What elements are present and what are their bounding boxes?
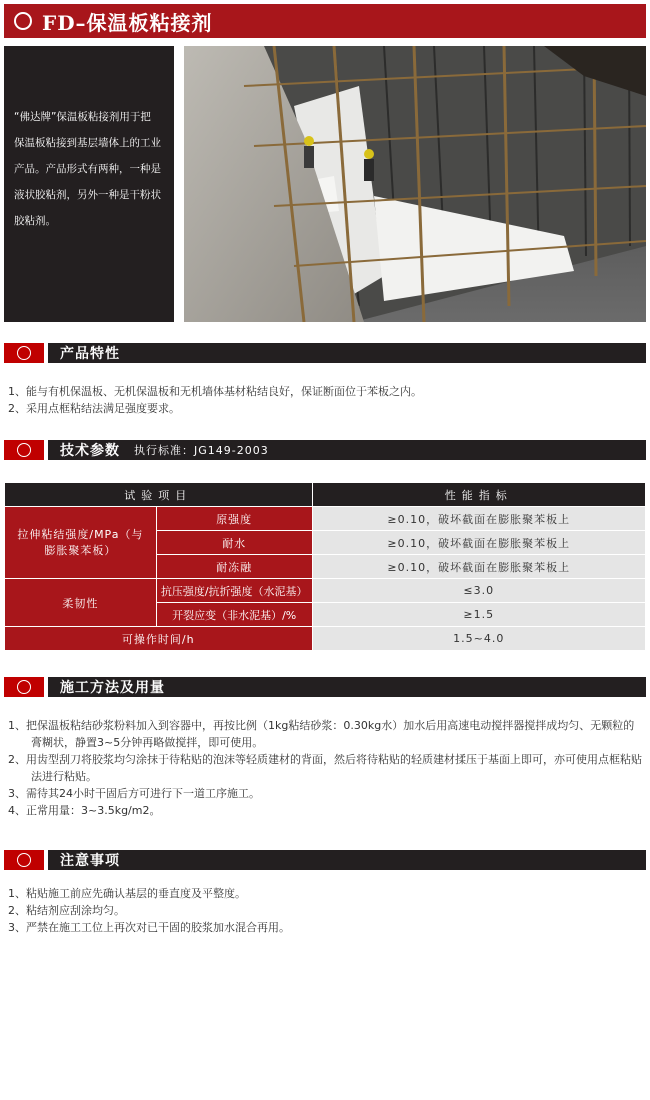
list-item: 2、用齿型刮刀将胶浆均匀涂抹于待粘贴的泡沫等轻质建材的背面，然后将待粘贴的轻质建材揉压于基面上即可，亦可使用点框粘贴法进行粘贴。 [8,753,642,783]
circle-icon [14,12,32,30]
section-title: 技术参数 [60,443,120,459]
title-bar [4,4,646,38]
table-cell-value: ≤3.0 [312,579,645,603]
table-cell-item: 可操作时间/h [5,627,313,651]
intro-text [14,104,168,234]
section-tab [4,343,44,363]
features-list [8,383,644,417]
table-group-label: 柔韧性 [5,579,157,627]
list-item: 3、严禁在施工工位上再次对已干固的胶浆加水混合再用。 [8,921,290,934]
list-item: 3、需待其24小时干固后方可进行下一道工序施工。 [8,787,260,800]
table-header: 性能指标 [312,483,645,507]
section-title: 施工方法及用量 [60,680,165,696]
section-header-notes [4,850,646,870]
table-cell-value: ≥1.5 [312,603,645,627]
section-title: 产品特性 [60,346,120,362]
section-title: 注意事项 [60,853,120,869]
table-row [5,627,646,651]
intro-line: 胶粘剂。 [14,215,56,227]
section-tab [4,440,44,460]
circle-icon [17,443,31,457]
construction-photo [184,46,646,322]
table-cell-item: 开裂应变（非水泥基）/% [156,603,312,627]
construction-photo-image [184,46,646,322]
table-cell-item: 原强度 [156,507,312,531]
notes-list [8,885,644,936]
table-cell-item: 耐水 [156,531,312,555]
table-header: 试验项目 [5,483,313,507]
method-list [8,717,644,819]
section-tab [4,850,44,870]
table-cell-value: ≥0.10，破坏截面在膨胀聚苯板上 [312,555,645,579]
section-tab [4,677,44,697]
section-header-method [4,677,646,697]
section-header-tech [4,440,646,460]
circle-icon [17,346,31,360]
table-cell-item: 耐冻融 [156,555,312,579]
table-cell-value: 1.5~4.0 [312,627,645,651]
intro-line: 产品。产品形式有两种，一种是 [14,163,161,175]
list-item: 4、正常用量：3~3.5kg/m2。 [8,804,161,817]
list-item: 1、能与有机保温板、无机保温板和无机墙体基材粘结良好，保证断面位于苯板之内。 [8,385,422,398]
table-group-label: 拉伸粘结强度/MPa（与膨胀聚苯板） [5,507,157,579]
intro-box [4,46,174,322]
list-item: 1、粘贴施工前应先确认基层的垂直度及平整度。 [8,887,246,900]
list-item: 2、采用点框粘结法满足强度要求。 [8,402,180,415]
intro-line: “佛达牌”保温板粘接剂用于把 [14,111,151,123]
list-item: 2、粘结剂应刮涂均匀。 [8,904,125,917]
section-header-features [4,343,646,363]
table-cell-value: ≥0.10，破坏截面在膨胀聚苯板上 [312,507,645,531]
table-cell-value: ≥0.10，破坏截面在膨胀聚苯板上 [312,531,645,555]
table-row [5,507,646,531]
table-cell-item: 抗压强度/抗折强度（水泥基） [156,579,312,603]
tech-table [4,482,646,651]
page-title: FD–保温板粘接剂 [42,10,213,35]
table-row [5,579,646,603]
circle-icon [17,853,31,867]
standard-text: 执行标准：JG149-2003 [134,444,269,457]
intro-line: 液状胶粘剂，另外一种是干粉状 [14,189,161,201]
circle-icon [17,680,31,694]
table-header-row [5,483,646,507]
intro-line: 保温板粘接到基层墙体上的工业 [14,137,161,149]
list-item: 1、把保温板粘结砂浆粉料加入到容器中，再按比例（1kg粘结砂浆：0.30kg水）加水后用高速电动搅拌器搅拌成均匀、无颗粒的膏糊状，静置3~5分钟再略做搅拌，即可使用。 [8,719,635,749]
